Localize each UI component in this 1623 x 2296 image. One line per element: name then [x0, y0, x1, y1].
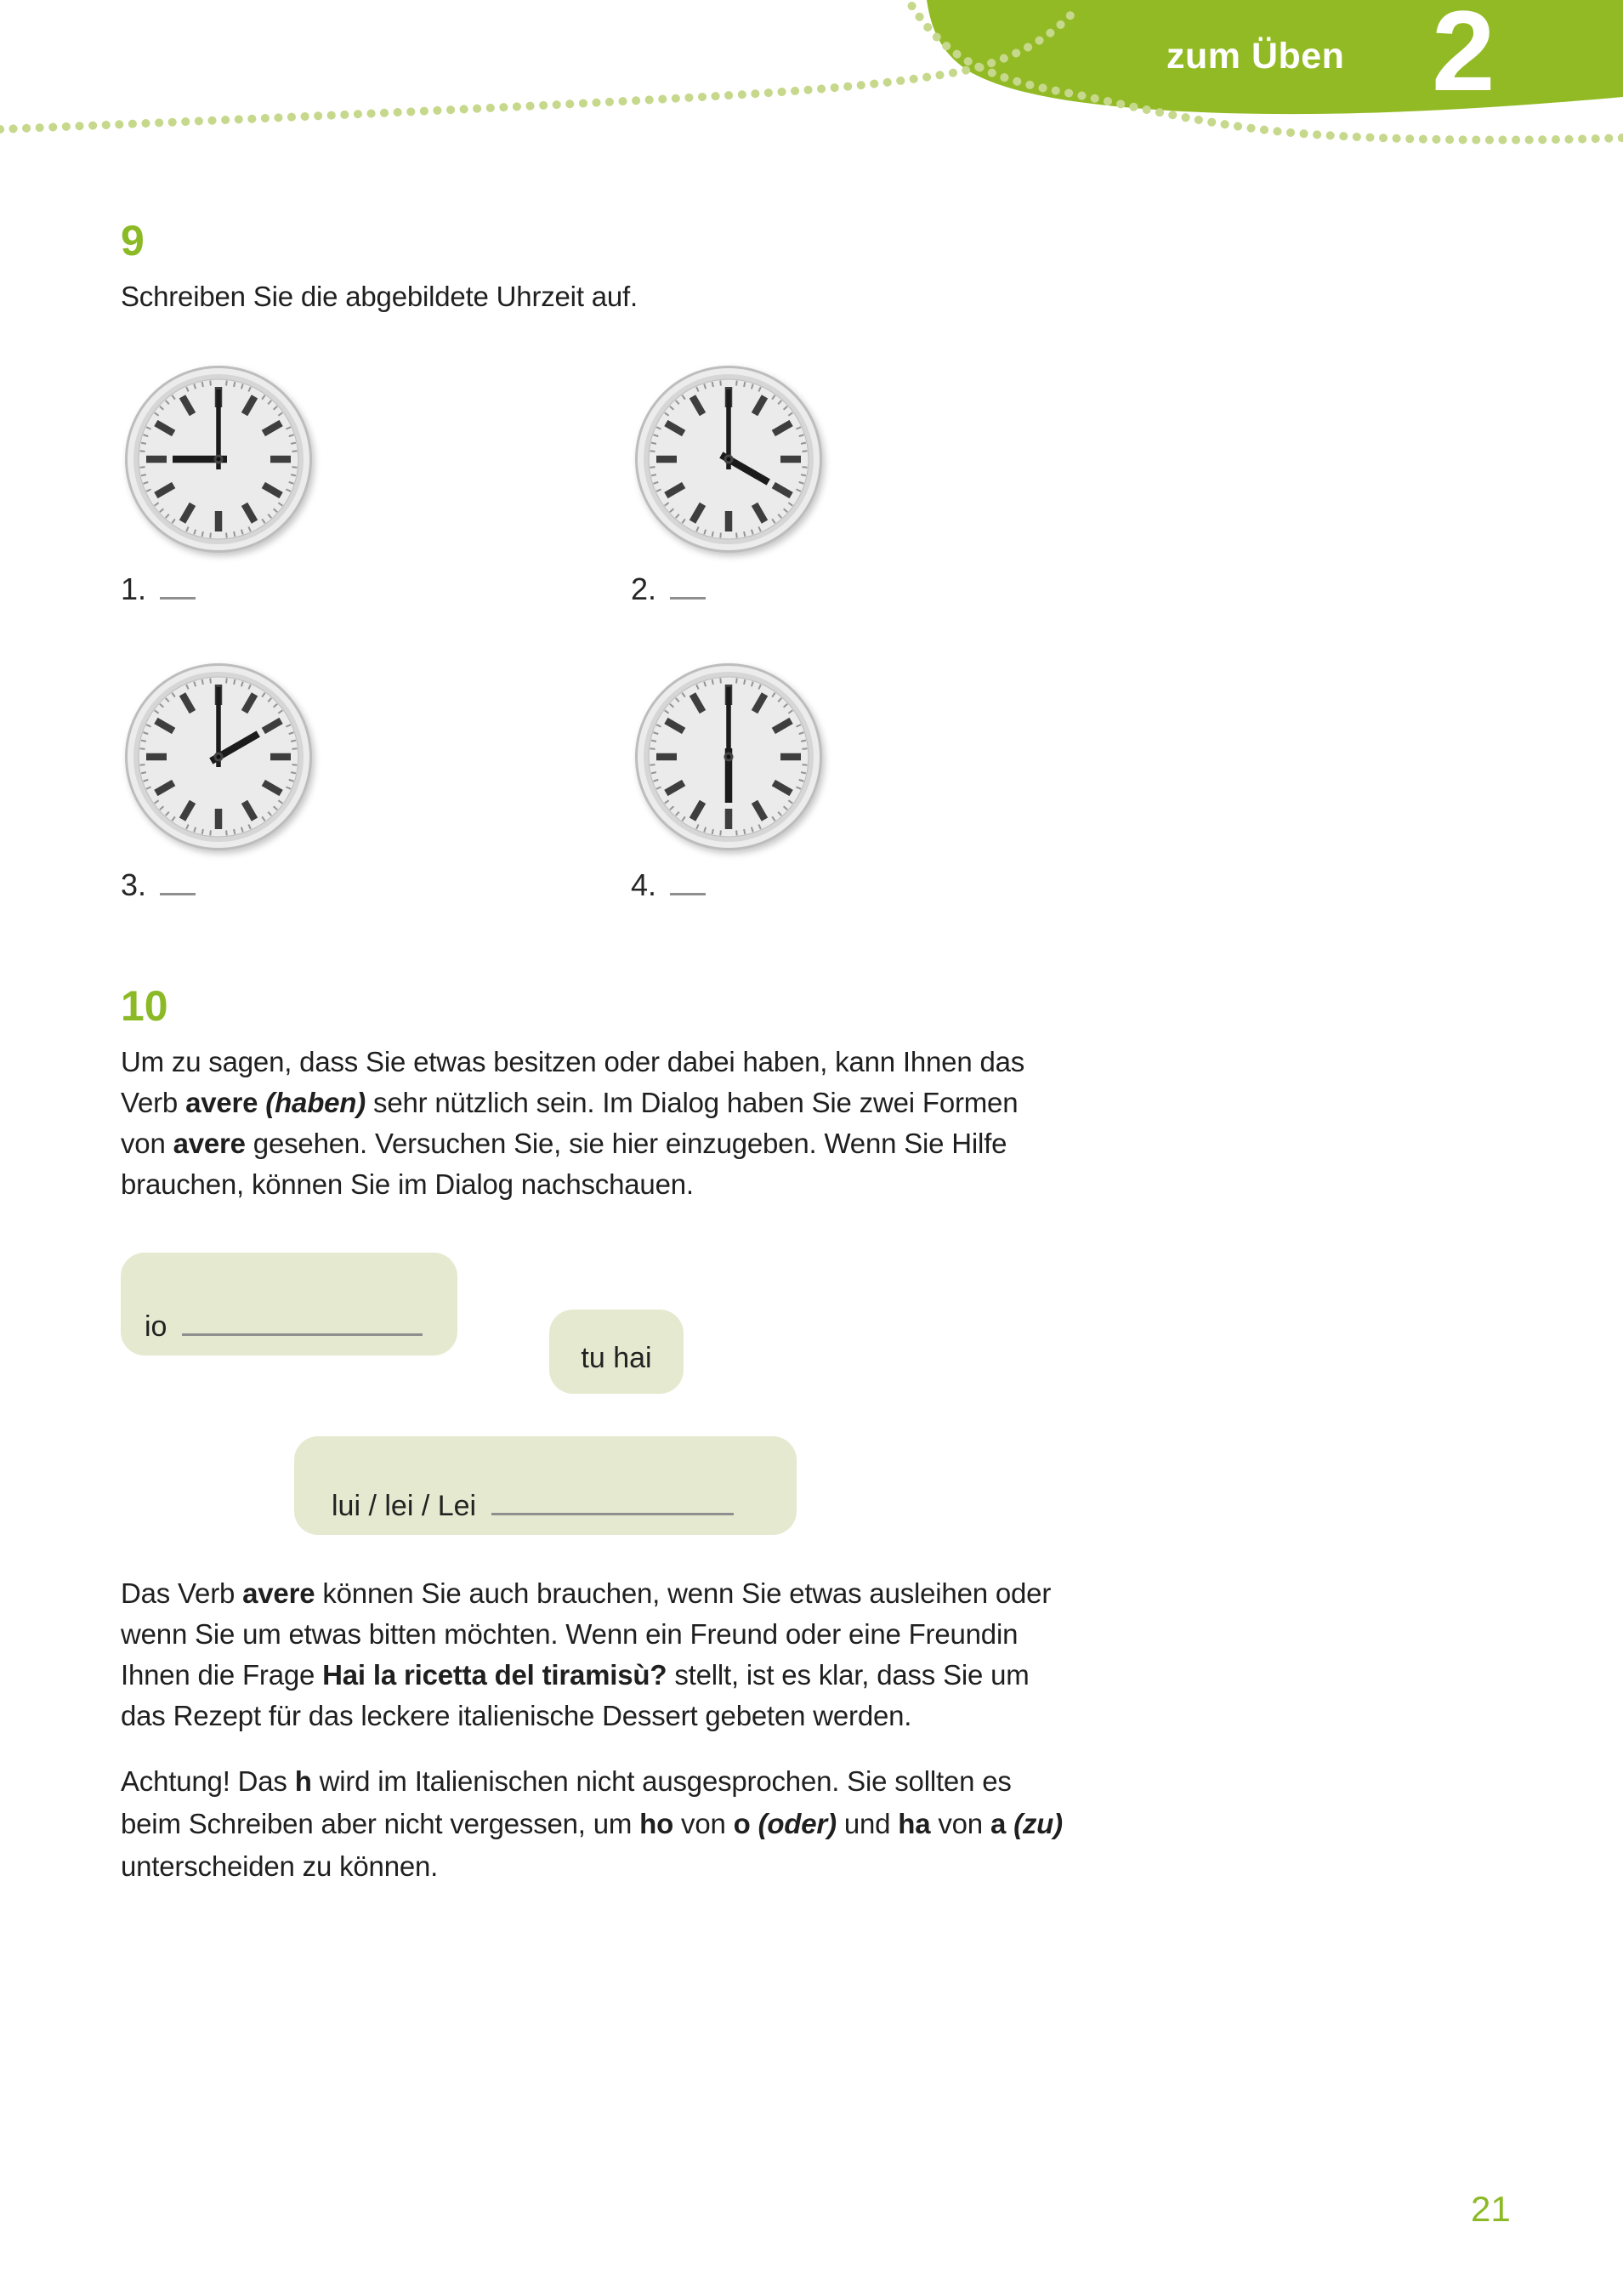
header-label: zum Üben	[1166, 36, 1345, 77]
clock-number-label: 3.	[121, 867, 147, 902]
clock-icon	[123, 662, 314, 852]
text-line: brauchen, können Sie im Dialog nachschauen.	[121, 1168, 694, 1200]
chapter-number: 2	[1432, 0, 1495, 115]
answer-blank	[182, 1311, 423, 1336]
clock-number-label: 4.	[631, 867, 657, 902]
text-line: beim Schreiben aber nicht vergessen, um ho von o (oder) und ha von a (zu)	[121, 1808, 1063, 1839]
pronoun-label: tu hai	[581, 1342, 652, 1374]
answer-blank	[160, 871, 196, 895]
clock-image-2	[633, 364, 824, 554]
clock-image-4	[633, 662, 824, 852]
clock-image-3	[123, 662, 314, 852]
header-decoration	[0, 0, 1623, 183]
answer-blank	[160, 575, 196, 600]
clock-answer-row	[631, 571, 706, 607]
text-line: unterscheiden zu können.	[121, 1850, 439, 1882]
text-line: Um zu sagen, dass Sie etwas besitzen oder dabei haben, kann Ihnen das	[121, 1046, 1025, 1077]
clock-icon	[633, 662, 824, 852]
clock-icon	[633, 364, 824, 554]
pronoun-label: io	[145, 1310, 167, 1343]
exercise-9-number: 9	[121, 217, 145, 264]
avere-usage-paragraph	[121, 1573, 1051, 1736]
clock-icon	[123, 364, 314, 554]
exercise-9-instruction: Schreiben Sie die abgebildete Uhrzeit auf.	[121, 281, 638, 312]
page-number: 21	[1471, 2189, 1511, 2229]
answer-blank	[491, 1491, 734, 1515]
clock-answer-row	[121, 571, 196, 607]
clock-answer-row	[631, 867, 706, 903]
pronoun-label: lui / lei / Lei	[332, 1490, 477, 1522]
exercise-10-intro	[121, 1042, 1024, 1205]
exercise-10-number: 10	[121, 982, 168, 1030]
text-line: Das Verb avere können Sie auch brauchen, wenn Sie etwas ausleihen oder	[121, 1577, 1052, 1609]
clock-number-label: 1.	[121, 571, 147, 606]
pronoun-box-io	[121, 1253, 457, 1355]
pronoun-box-tu	[549, 1310, 684, 1394]
text-line: von avere gesehen. Versuchen Sie, sie hier einzugeben. Wenn Sie Hilfe	[121, 1128, 1007, 1159]
dotted-arc-1	[0, 7, 1078, 129]
text-line: Achtung! Das h wird im Italienischen nicht ausgesprochen. Sie sollten es	[121, 1765, 1012, 1797]
clock-number-label: 2.	[631, 571, 657, 606]
answer-blank	[670, 871, 706, 895]
text-line: wenn Sie um etwas bitten möchten. Wenn ein Freund oder eine Freundin	[121, 1618, 1019, 1650]
text-line: das Rezept für das leckere italienische Dessert gebeten werden.	[121, 1700, 912, 1731]
achtung-paragraph	[121, 1760, 1063, 1888]
text-line: Ihnen die Frage Hai la ricetta del tiramisù? stellt, ist es klar, dass Sie um	[121, 1659, 1030, 1691]
answer-blank	[670, 575, 706, 600]
text-line: Verb avere (haben) sehr nützlich sein. Im Dialog haben Sie zwei Formen	[121, 1087, 1019, 1118]
clock-image-1	[123, 364, 314, 554]
clock-answer-row	[121, 867, 196, 903]
pronoun-box-lui	[294, 1436, 797, 1535]
pronoun-answer-row	[332, 1490, 734, 1523]
pronoun-answer-row	[145, 1310, 423, 1344]
